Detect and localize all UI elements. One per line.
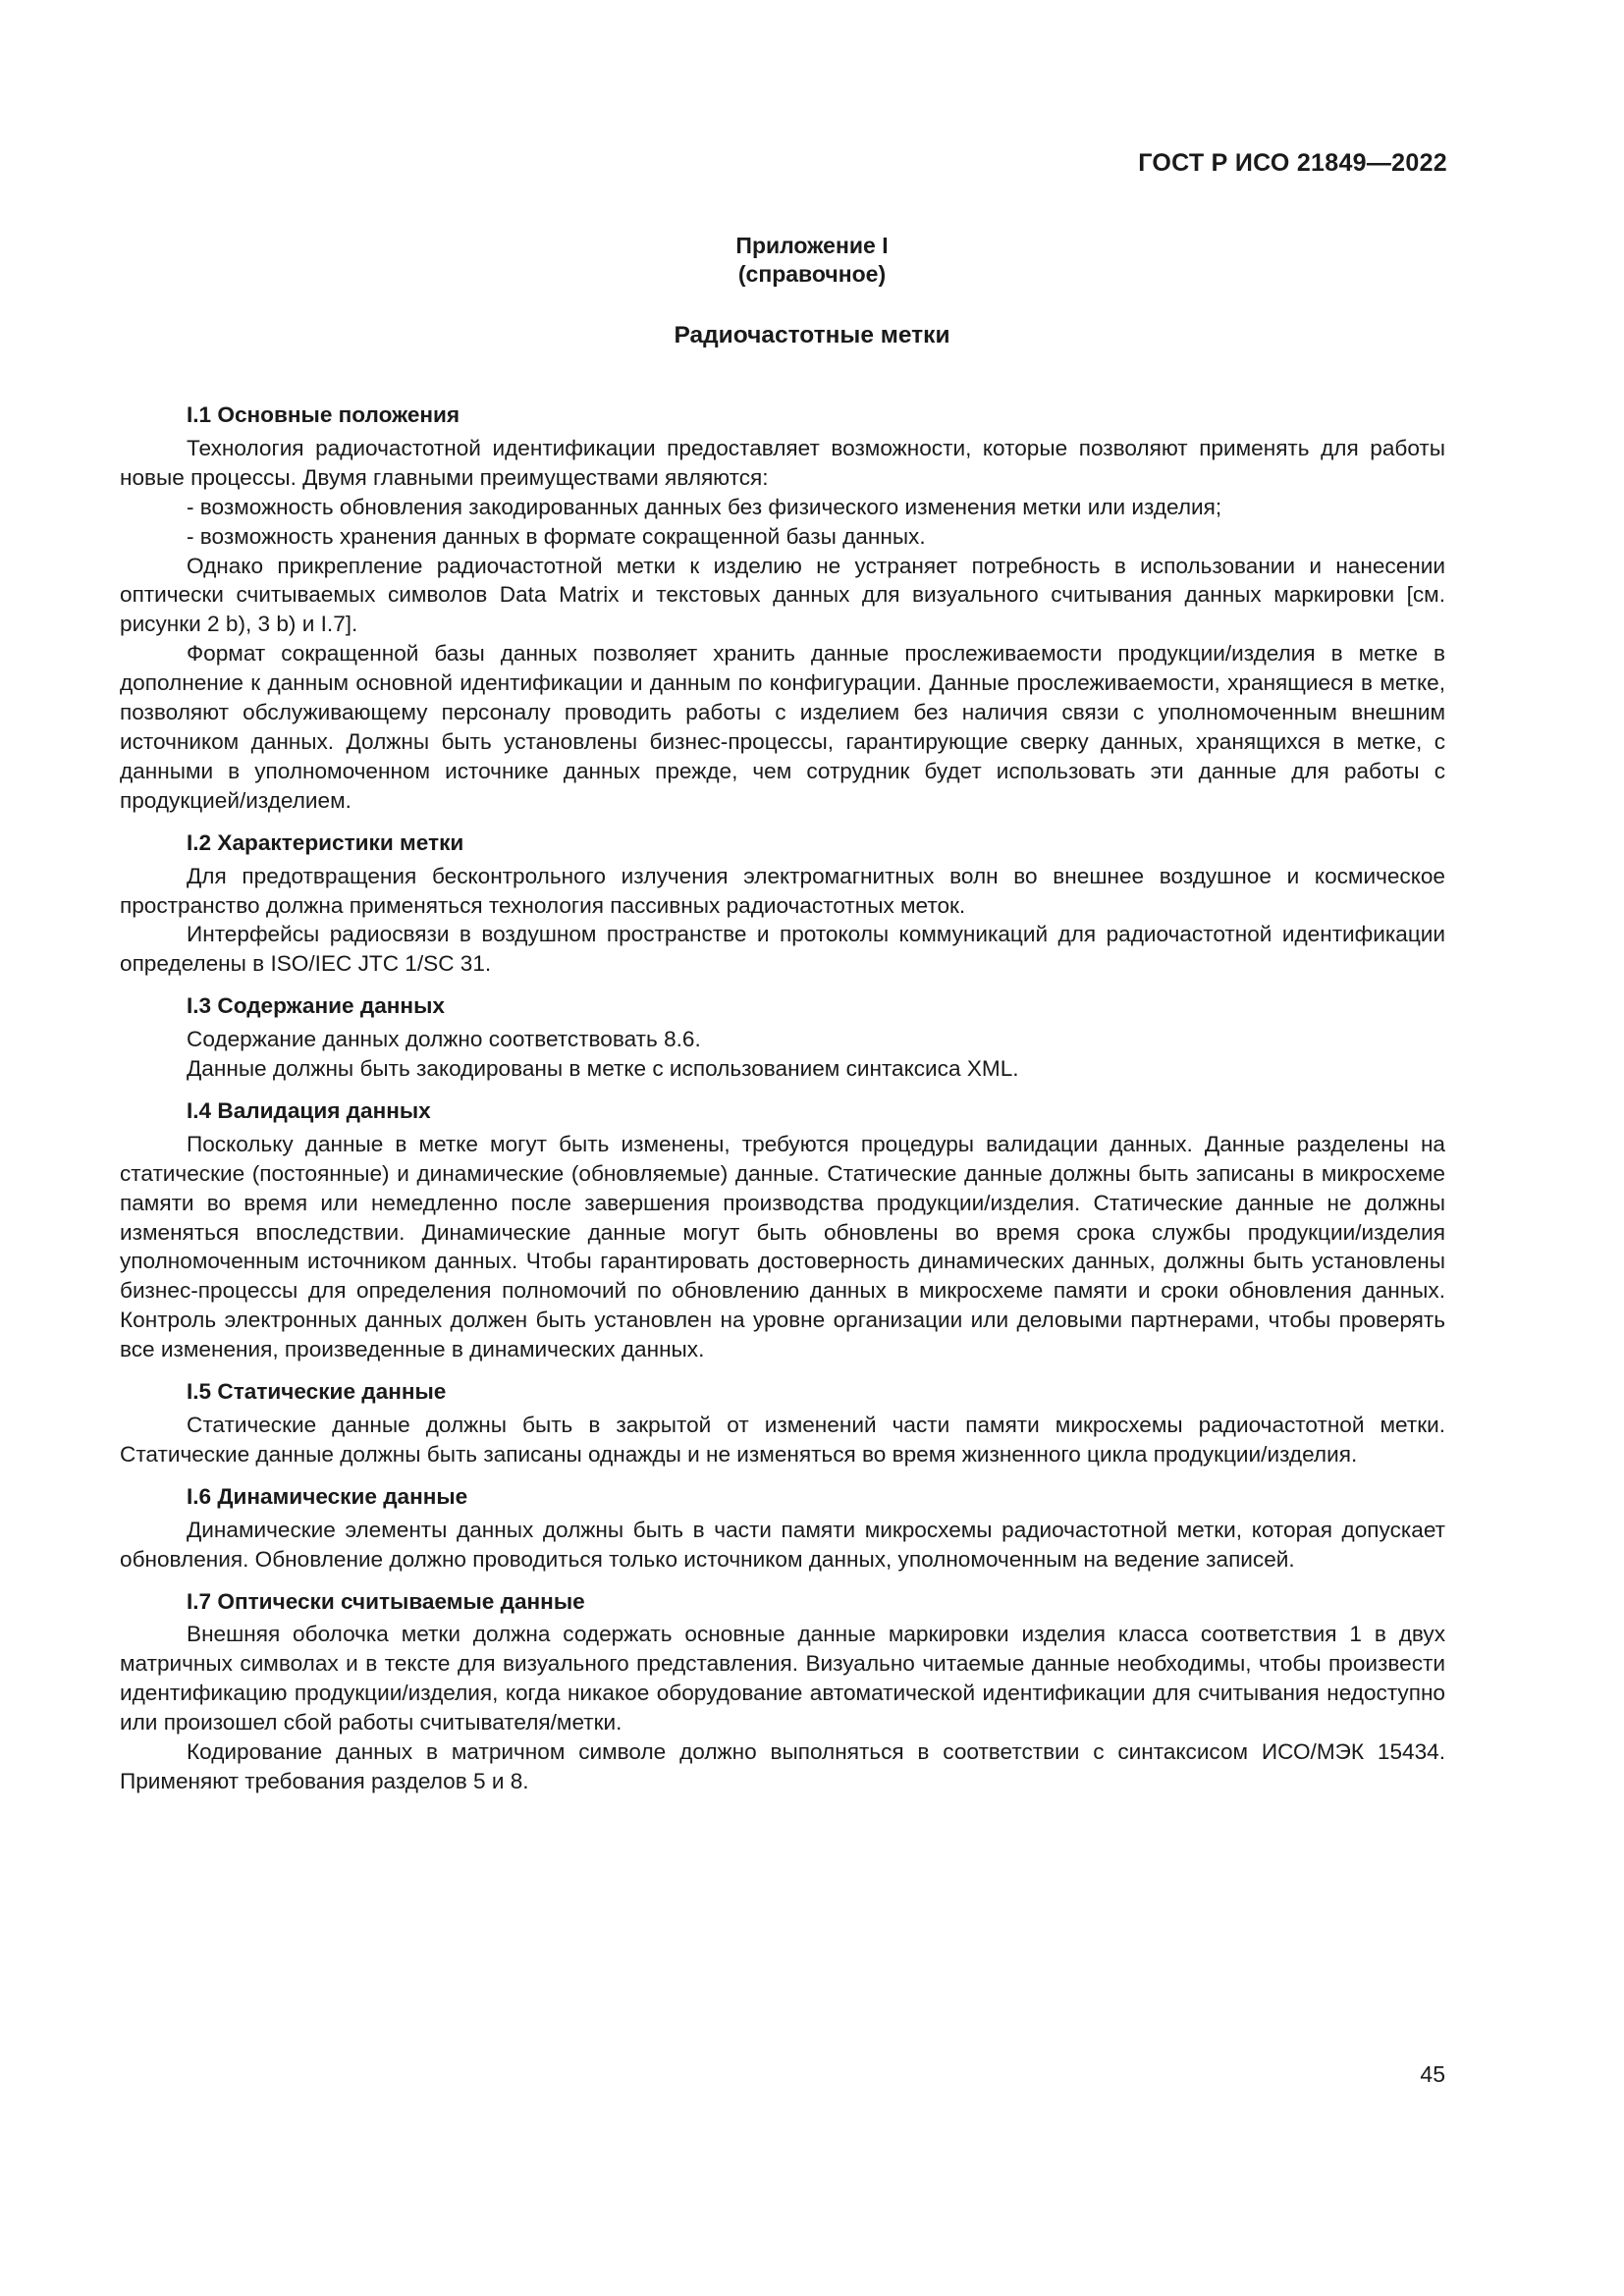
section-heading: I.4 Валидация данных [187, 1097, 431, 1123]
section-data-validation [120, 1096, 1445, 1364]
paragraph: Поскольку данные в метке могут быть изменены, требуются процедуры валидации данных. Данные разделены на статические (постоянные) и динамические (обновляемые) данные. Статические данные должны быть записаны в микросхеме памяти во время или немедленно после завершения производства продукции/изделия. Статические данные не должны изменяться впоследствии. Динамические данные могут быть обновлены во время срока службы продукции/изделия уполномоченным источником данных. Чтобы гарантировать достоверность динамических данных, должны быть установлены бизнес-процессы для определения полномочий по обновлению данных в микросхеме памяти и сроки обновления данных. Контроль электронных данных должен быть установлен на уровне организации или деловыми партнерами, чтобы проверять все изменения, произведенные в динамических данных. [120, 1131, 1445, 1362]
section-optical-data [120, 1587, 1445, 1796]
appendix-title: Приложение I [735, 233, 889, 258]
section-data-content [120, 991, 1445, 1084]
document-title: Радиочастотные метки [674, 322, 950, 348]
paragraph: Содержание данных должно соответствовать 8.6. [187, 1027, 701, 1052]
standard-designation: ГОСТ Р ИСО 21849—2022 [1138, 149, 1447, 177]
section-heading: I.7 Оптически считываемые данные [187, 1588, 585, 1614]
paragraph: Данные должны быть закодированы в метке с использованием синтаксиса XML. [187, 1056, 1019, 1082]
section-heading: I.3 Содержание данных [187, 993, 445, 1019]
paragraph: Для предотвращения бесконтрольного излучения электромагнитных волн во внешнее воздушное и космическое пространство должна применяться технология пассивных радиочастотных меток. [120, 863, 1445, 918]
paragraph: Динамические элементы данных должны быть в части памяти микросхемы радиочастотной метки, которая допускает обновления. Обновление должно проводиться только источником данных, уполномоченным на ведение записей. [120, 1517, 1445, 1572]
section-static-data [120, 1377, 1445, 1469]
section-heading: I.1 Основные положения [187, 402, 460, 427]
list-item: - возможность обновления закодированных данных без физического изменения метки или изделия; [187, 494, 1222, 519]
page-number: 45 [1420, 2061, 1445, 2087]
section-heading: I.6 Динамические данные [187, 1483, 468, 1509]
section-dynamic-data [120, 1482, 1445, 1575]
paragraph: Формат сокращенной базы данных позволяет хранить данные прослеживаемости продукции/изделия в метке в дополнение к данным основной идентификации и данным по конфигурации. Данные прослеживаемости, хранящиеся в метке, позволяют обслуживающему персоналу проводить работы с изделием без наличия связи с уполномоченным внешним источником данных. Должны быть установлены бизнес-процессы, гарантирующие сверку данных, хранящихся в метке, с данными в уполномоченном источнике данных прежде, чем сотрудник будет использовать эти данные для работы с продукцией/изделием. [120, 641, 1445, 813]
paragraph: Статические данные должны быть в закрытой от изменений части памяти микросхемы радиочастотной метки. Статические данные должны быть записаны однажды и не изменяться во время жизненного цикла продукции/изделия. [120, 1413, 1445, 1467]
section-general [120, 400, 1445, 816]
appendix-heading [0, 232, 1624, 289]
document-body [120, 400, 1445, 1809]
appendix-type: (справочное) [737, 261, 887, 287]
paragraph: Внешняя оболочка метки должна содержать основные данные маркировки изделия класса соответствия 1 в двух матричных символах и в тексте для визуального представления. Визуально читаемые данные необходимы, чтобы произвести идентификацию продукции/изделия, когда никакое оборудование автоматической идентификации для считывания недоступно или произошел сбой работы считывателя/метки. [120, 1622, 1445, 1735]
paragraph: Однако прикрепление радиочастотной метки к изделию не устраняет потребность в использовании и нанесении оптически считываемых символов Data Matrix и текстовых данных для визуального считывания данных маркировки [см. рисунки 2 b), 3 b) и I.7]. [120, 553, 1445, 637]
list-item: - возможность хранения данных в формате сокращенной базы данных. [187, 523, 926, 549]
paragraph: Технология радиочастотной идентификации предоставляет возможности, которые позволяют применять для работы новые процессы. Двумя главными преимуществами являются: [120, 435, 1445, 490]
section-heading: I.2 Характеристики метки [187, 829, 464, 855]
section-heading: I.5 Статические данные [187, 1379, 447, 1405]
paragraph: Интерфейсы радиосвязи в воздушном пространстве и протоколы коммуникаций для радиочастотной идентификации определены в ISO/IEC JTC 1/SC 31. [120, 922, 1445, 977]
section-tag-characteristics [120, 828, 1445, 980]
paragraph: Кодирование данных в матричном символе должно выполняться в соответствии с синтаксисом ИСО/МЭК 15434. Применяют требования разделов 5 и 8. [120, 1739, 1445, 1793]
